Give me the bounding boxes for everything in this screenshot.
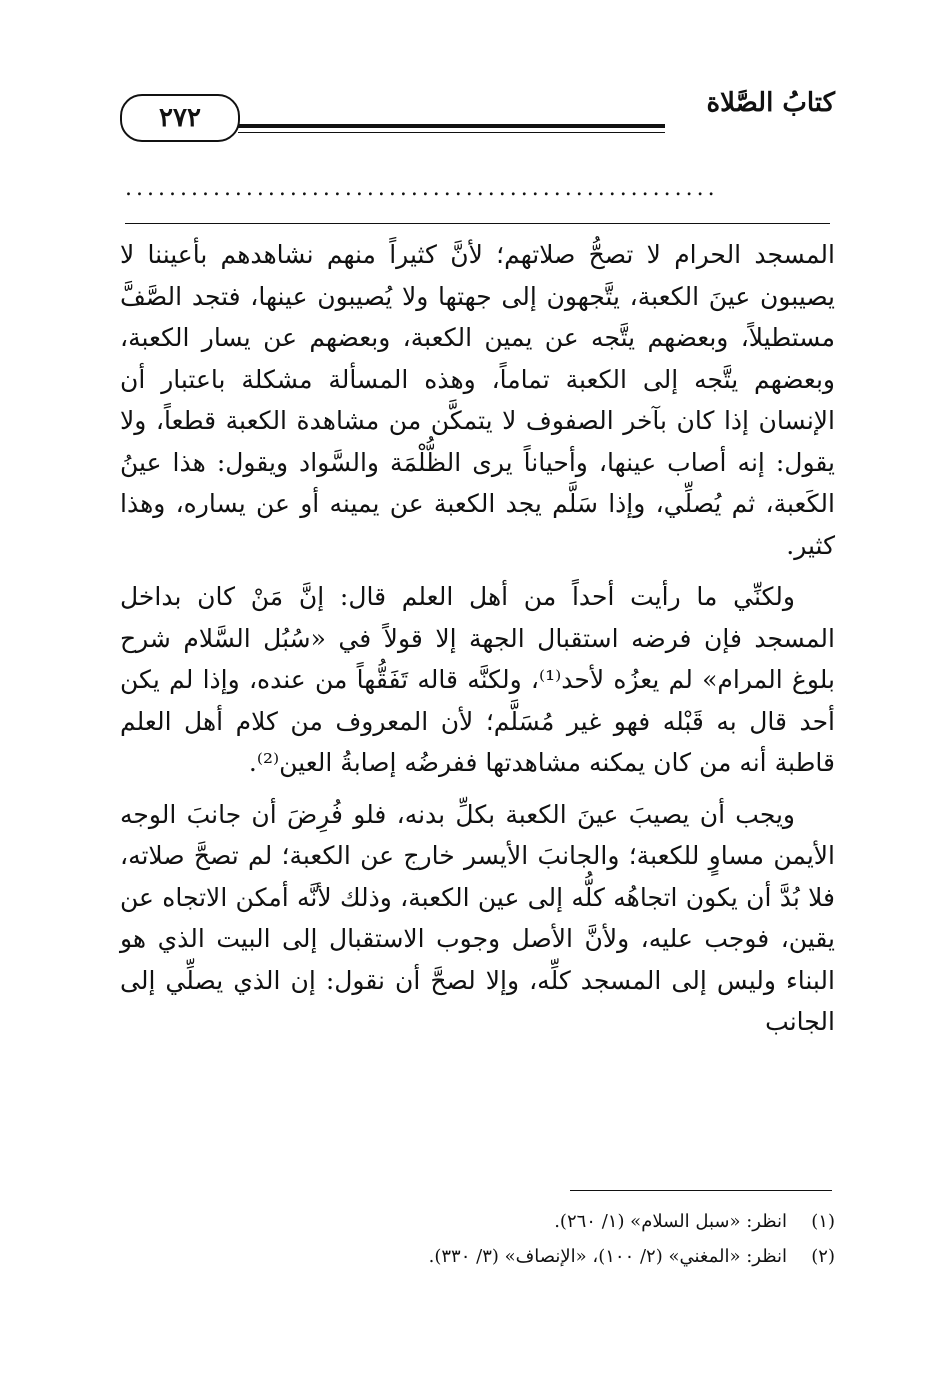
footnote-text: انظر: «سبل السلام» (١/ ٢٦٠).: [554, 1211, 787, 1232]
paragraph: ولكنِّي ما رأيت أحداً من أهل العلم قال: إنَّ مَنْ كان بداخل المسجد فإن فرضه استقبال الجهة إلا قولاً في «سُبُل السَّلام شرح بلوغ المرام» لم يعزُه لأحد⁽¹⁾، ولكنَّه قاله تَفَقُّهاً من عنده، وإذا لم يكن أحد قال به قَبْله فهو غير مُسَلَّم؛ لأن المعروف من كلام أهل العلم قاطبة أنه من كان يمكنه مشاهدتها ففرضُه إصابةُ العين⁽²⁾.: [120, 582, 835, 777]
footnote: [300, 1204, 835, 1239]
header-rule-thin: [238, 132, 665, 133]
body-text: [120, 234, 835, 1053]
top-rule: [125, 223, 830, 224]
paragraph: المسجد الحرام لا تصحُّ صلاتهم؛ لأنَّ كثيراً منهم نشاهدهم بأعيننا لا يصيبون عينَ الكعبة، يتَّجهون إلى جهتها ولا يُصيبون عينها، فتجد الصَّفَّ مستطيلاً، وبعضهم يتَّجه عن يمين الكعبة، وبعضهم عن يسار الكعبة، وبعضهم يتَّجه إلى الكعبة تماماً، وهذه المسألة مشكلة باعتبار أن الإنسان إذا كان بآخر الصفوف لا يتمكَّن من مشاهدة الكعبة قطعاً، ولا يقول: إنه أصاب عينها، وأحياناً يرى الظُّلْمَة والسَّواد ويقول: هذا عينُ الكَعبة، ثم يُصلِّي، وإذا سَلَّم يجد الكعبة عن يمينه أو عن يساره، وهذا كثير.: [120, 240, 835, 560]
footnote: [300, 1239, 835, 1274]
paragraph: ويجب أن يصيبَ عينَ الكعبة بكلِّ بدنه، فلو فُرِضَ أن جانبَ الوجه الأيمن مساوٍ للكعبة؛ والجانبَ الأيسر خارج عن الكعبة؛ لم تصحَّ صلاته، فلا بُدَّ أن يكون اتجاهُه كلُّه إلى عين الكعبة، وذلك لأنَّه أمكن الاتجاه عن يقين، فوجب عليه، ولأنَّ الأصل وجوب الاستقبال إلى البيت الذي هو البناء وليس إلى المسجد كلِّه، وإلا لصحَّ أن نقول: إن الذي يصلِّي إلى الجانب: [120, 799, 835, 1036]
page-number: ٢٧٢: [120, 94, 240, 142]
header-rule-thick: [238, 124, 665, 128]
footnotes: [300, 1204, 835, 1274]
book-title: كتابُ الصَّلاة: [706, 88, 835, 118]
footnote-number: (١): [811, 1211, 835, 1232]
page-header: [120, 86, 835, 156]
footnote-number: (٢): [811, 1246, 835, 1267]
footnote-rule: [570, 1190, 832, 1191]
footnote-text: انظر: «المغني» (٢/ ١٠٠)، «الإنصاف» (٣/ ٣٣٠).: [428, 1246, 787, 1267]
separator-dots: ......................................................: [125, 176, 719, 201]
